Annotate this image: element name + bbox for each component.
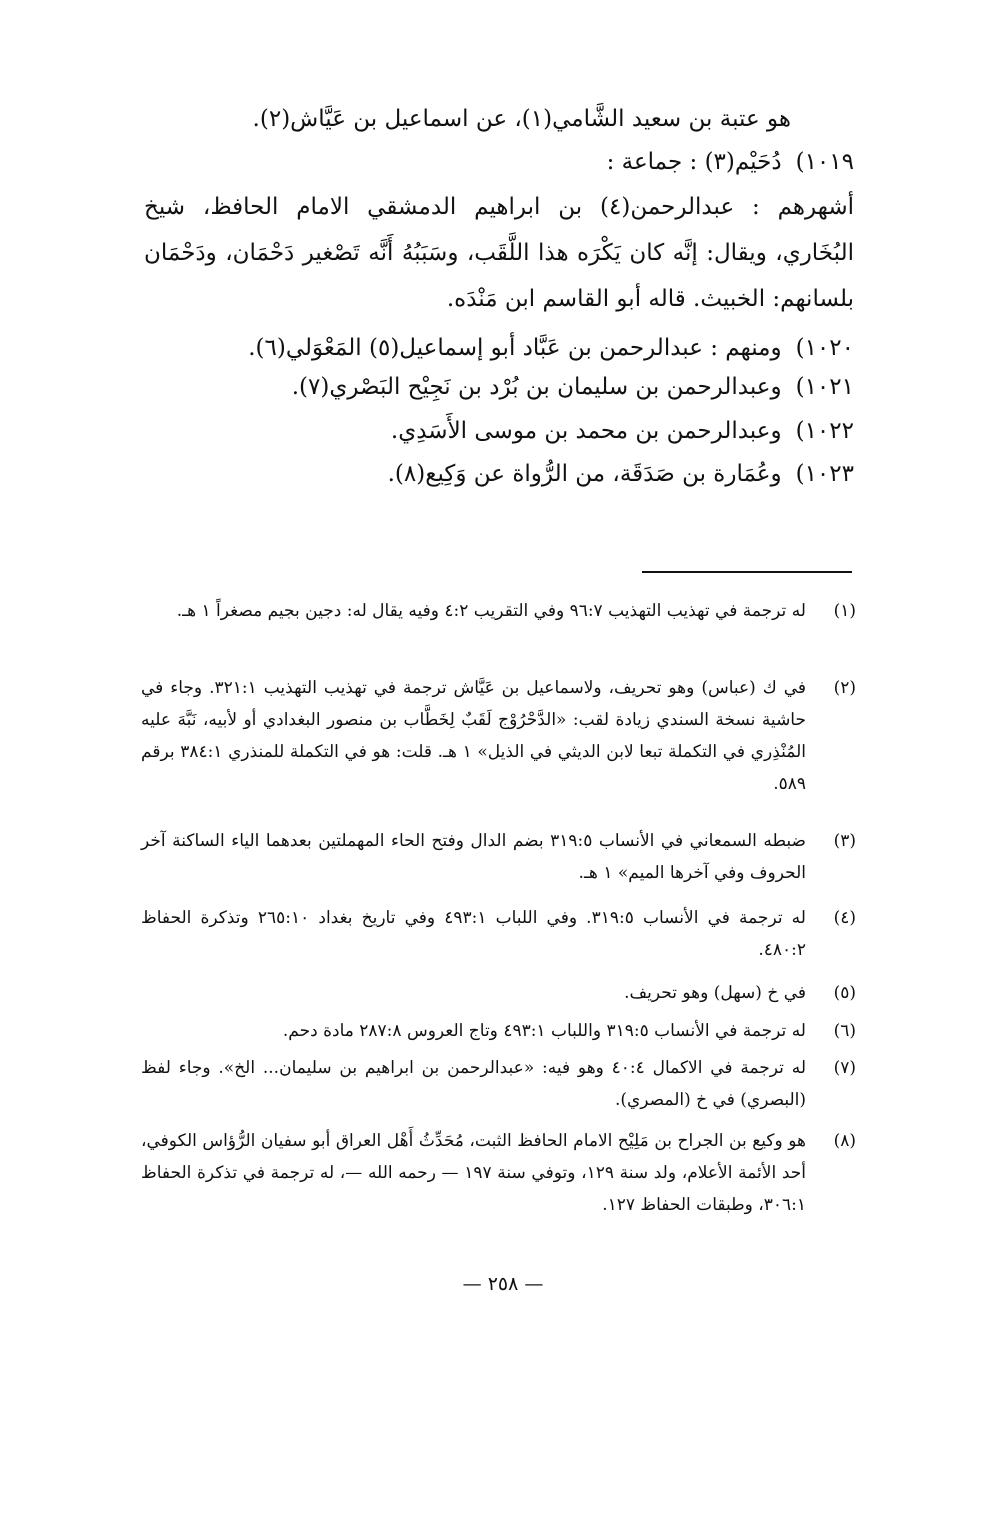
entry-number: ١٠١٩)	[795, 149, 854, 175]
footnote-2	[141, 672, 856, 800]
footnote-number: (١)	[833, 601, 856, 621]
entry-1022	[134, 416, 854, 446]
footnote-number: (٣)	[833, 831, 856, 851]
page-number: — ٢٥٨ —	[462, 1273, 544, 1295]
footnote-number: (٢)	[833, 678, 856, 698]
entry-number: ١٠٢٣)	[795, 461, 854, 487]
footnote-5	[141, 977, 856, 1009]
footnote-text: هو وكيع بن الجراح بن مَلِيْح الامام الحافظ الثبت، مُحَدِّثُ أَهْل العراق أبو سفيان الرُّؤاس الكوفي، أحد الأئمة الأعلام، ولد سنة ١٢٩، وتوفي سنة ١٩٧ — رحمه الله —، له ترجمة في تذكرة الحفاظ ٣٠٦:١، وطبقات الحفاظ ١٢٧.	[141, 1131, 806, 1215]
footnote-text: له ترجمة في تهذيب التهذيب ٩٦:٧ وفي التقريب ٤:٢ وفيه يقال له: دجين بجيم مصغراً ١ هـ.	[176, 601, 806, 621]
entry-text: دُحَيْم(٣) : جماعة :	[606, 149, 782, 175]
footnote-8	[141, 1125, 856, 1221]
entry-number: ١٠٢٢)	[795, 418, 854, 444]
entry-1021	[134, 372, 854, 402]
footnote-text: له ترجمة في الأنساب ٣١٩:٥. وفي اللباب ٤٩٣:١ وفي تاريخ بغداد ٢٦٥:١٠ وتذكرة الحفاظ ٤٨٠:٢.	[141, 908, 806, 960]
footnote-text: له ترجمة في الأنساب ٣١٩:٥ واللباب ٤٩٣:١ وتاج العروس ٢٨٧:٨ مادة دحم.	[282, 1021, 806, 1041]
footnote-number: (٦)	[833, 1021, 856, 1041]
intro-line: هو عتبة بن سعيد الشَّامي(١)، عن اسماعيل بن عَيَّاش(٢).	[252, 106, 791, 132]
footnote-number: (٥)	[833, 983, 856, 1003]
entry-text: وعُمَارة بن صَدَقَة، من الرُّواة عن وَكِيع(٨).	[387, 461, 782, 487]
footnote-6	[141, 1015, 856, 1047]
footnote-text: ضبطه السمعاني في الأنساب ٣١٩:٥ بضم الدال وفتح الحاء المهملتين بعدهما الياء الساكنة آخر الحروف وفي آخرها الميم» ١ هـ.	[141, 831, 806, 883]
entry-text: ومنهم : عبدالرحمن بن عَبَّاد أبو إسماعيل(٥) المَعْوَلي(٦).	[248, 335, 782, 361]
footnote-text: في ك (عباس) وهو تحريف، ولاسماعيل بن عَيَّاش ترجمة في تهذيب التهذيب ٣٢١:١. وجاء في حاشية نسخة السندي زيادة لقب: «الدَّحْرُوْج لَقَبٌ لِخَطَّاب بن منصور البغدادي أو لأبيه، نَبَّهَ عليه المُنْذِري في التكملة تبعا لابن الديثي في الذيل» ١ هـ. قلت: هو في التكملة للمنذري ٣٨٤:١ برقم ٥٨٩.	[141, 678, 806, 794]
footnote-3	[141, 825, 856, 889]
entry-1019	[134, 147, 854, 177]
entry-number: ١٠٢٠)	[795, 335, 854, 361]
footnote-1	[141, 595, 856, 627]
entry-1020	[134, 333, 854, 363]
entry-text: وعبدالرحمن بن سليمان بن بُرْد بن نَجِيْح البَصْري(٧).	[291, 374, 782, 400]
footnote-text: في خ (سهل) وهو تحريف.	[624, 983, 806, 1003]
footnote-number: (٨)	[833, 1131, 856, 1151]
footnote-number: (٤)	[833, 908, 856, 928]
entry-number: ١٠٢١)	[795, 374, 854, 400]
entry-1023	[134, 459, 854, 489]
body-paragraph: أشهرهم : عبدالرحمن(٤) بن ابراهيم الدمشقي الامام الحافظ، شيخ البُخَاري، ويقال: إنَّه كان يَكْرَه هذا اللَّقَب، وسَبَبُهُ أَنَّه تَصْغير دَحْمَان، ودَحْمَان بلسانهم: الخبيث. قاله أبو القاسم ابن مَنْدَه.	[144, 194, 854, 312]
entry-text: وعبدالرحمن بن محمد بن موسى الأَسَدِي.	[390, 418, 782, 444]
footnote-number: (٧)	[833, 1058, 856, 1078]
footnote-text: له ترجمة في الاكمال ٤٠:٤ وهو فيه: «عبدالرحمن بن ابراهيم بن سليمان... الخ». وجاء لفظ (البصري) في خ (المصري).	[141, 1058, 806, 1110]
footnote-separator	[642, 571, 852, 573]
footnote-4	[141, 902, 856, 966]
footnote-7	[141, 1052, 856, 1116]
